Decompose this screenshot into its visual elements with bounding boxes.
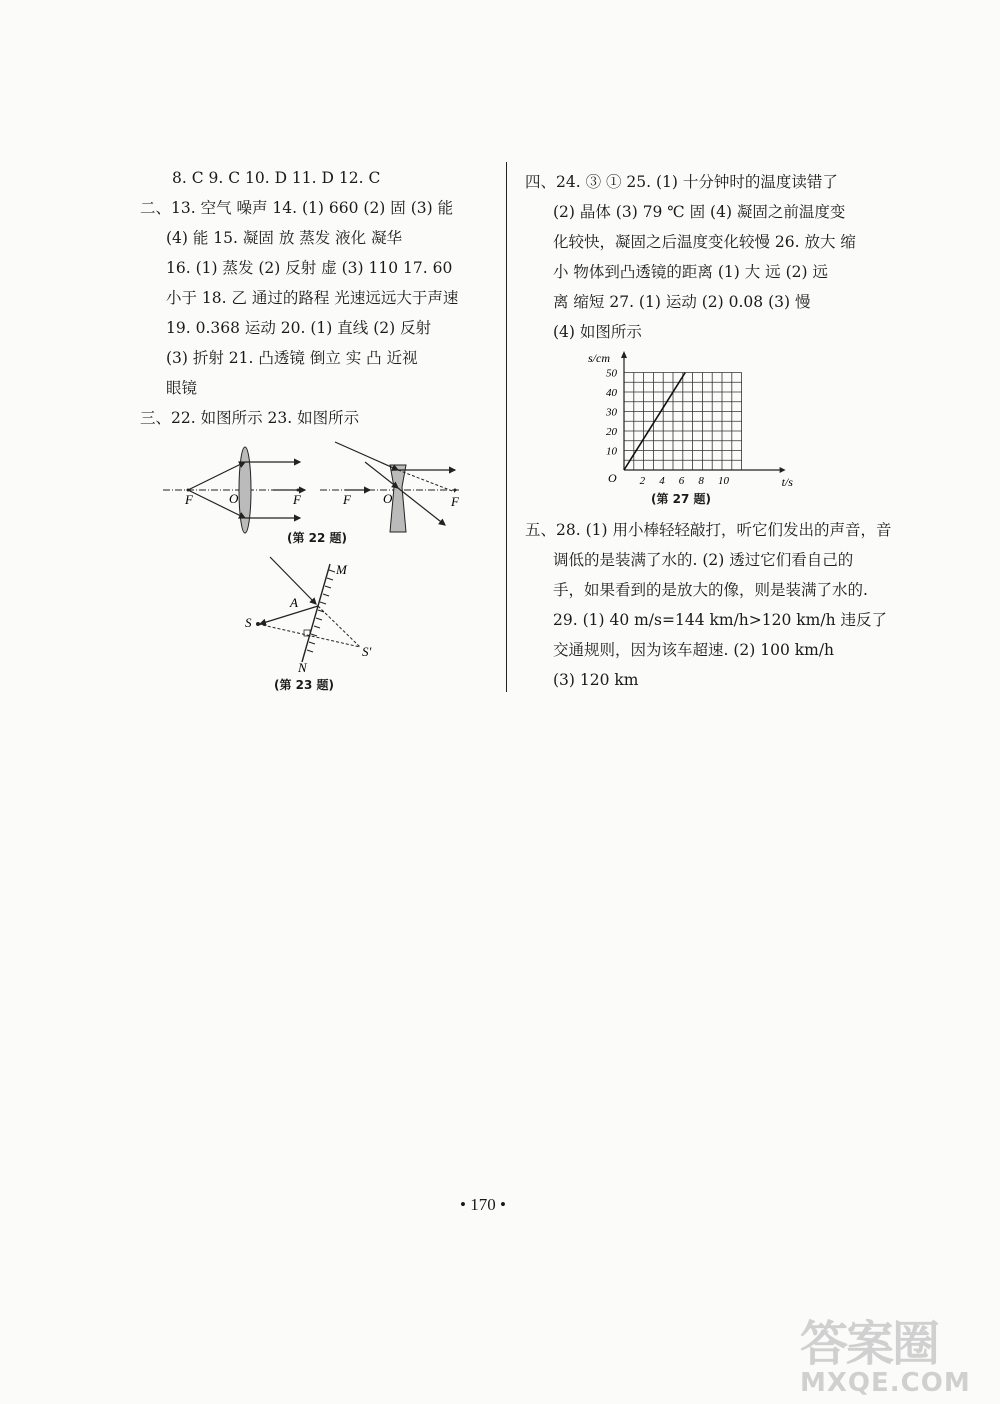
mirror-label: M (336, 562, 347, 577)
y-axis-label: s/cm (588, 351, 610, 365)
figure-23-caption: (第 23 题) (274, 678, 335, 692)
answer-line: 五、28. (1) 用小棒轻轻敲打，听它们发出的声音，音 (525, 521, 892, 539)
focus-label: F (185, 492, 193, 507)
image-label: S′ (362, 644, 372, 659)
answer-line: 19. 0.368 运动 20. (1) 直线 (2) 反射 (166, 319, 432, 337)
answer-line: (3) 折射 21. 凸透镜 倒立 实 凸 近视 (166, 349, 418, 367)
figure-22-caption: (第 22 题) (287, 531, 348, 545)
answer-line: 三、22. 如图所示 23. 如图所示 (140, 409, 360, 427)
answer-line: (3) 120 km (553, 671, 639, 689)
point-label: A (290, 595, 298, 610)
answer-line: 16. (1) 蒸发 (2) 反射 虚 (3) 110 17. 60 (166, 259, 453, 277)
mirror-label: N (298, 660, 307, 672)
focus-label: F (343, 492, 351, 507)
figure-23-mirror-diagram (240, 552, 380, 672)
answer-line: (4) 能 15. 凝固 放 蒸发 液化 凝华 (166, 229, 403, 247)
focus-label: F (451, 494, 459, 509)
answer-line: (4) 如图所示 (553, 323, 642, 341)
answer-line: (2) 晶体 (3) 79 ℃ 固 (4) 凝固之前温度变 (553, 203, 846, 221)
point-label: S (245, 615, 252, 630)
figure-27-st-chart (580, 348, 820, 493)
answer-line: 离 缩短 27. (1) 运动 (2) 0.08 (3) 慢 (553, 293, 811, 311)
x-tick-label: 10 (718, 475, 729, 487)
answer-line: 二、13. 空气 噪声 14. (1) 660 (2) 固 (3) 能 (140, 199, 454, 217)
answer-line: 8. C 9. C 10. D 11. D 12. C (172, 169, 381, 187)
y-tick-label: 20 (606, 426, 617, 438)
answer-line: 手，如果看到的是放大的像，则是装满了水的. (553, 581, 868, 599)
x-axis-label: t/s (781, 475, 793, 489)
y-tick-label: 40 (606, 387, 617, 399)
answer-line: 化较快，凝固之后温度变化较慢 26. 放大 缩 (553, 233, 856, 251)
answer-line: 小于 18. 乙 通过的路程 光速远远大于声速 (166, 289, 459, 307)
y-tick-label: 10 (606, 445, 617, 458)
y-axis-arrow (621, 351, 627, 358)
answer-line: 小 物体到凸透镜的距离 (1) 大 远 (2) 远 (553, 263, 828, 281)
answer-line: 眼镜 (166, 379, 198, 397)
center-label: O (229, 491, 239, 506)
x-tick-label: 2 (639, 475, 646, 487)
answer-line: 调低的是装满了水的. (2) 透过它们看自己的 (553, 551, 854, 569)
figure-22-lens-diagrams (155, 440, 475, 535)
x-axis-arrow (780, 467, 786, 473)
focus-label: F (293, 492, 301, 507)
x-tick-label: 8 (698, 475, 704, 487)
answer-line: 交通规则，因为该车超速. (2) 100 km/h (553, 641, 835, 659)
center-label: O (383, 491, 393, 506)
answer-line: 29. (1) 40 m/s=144 km/h>120 km/h 违反了 (553, 611, 887, 629)
watermark-logo: 答案圈 MXQE.COM (800, 1316, 971, 1398)
origin-label: O (608, 471, 617, 485)
page-number: • 170 • (460, 1195, 506, 1214)
column-divider (506, 162, 507, 692)
y-tick-label: 50 (606, 367, 617, 380)
x-tick-label: 6 (678, 475, 685, 487)
x-tick-label: 4 (659, 475, 665, 487)
y-tick-label: 30 (606, 406, 617, 419)
answer-line: 四、24. ③ ① 25. (1) 十分钟时的温度读错了 (525, 173, 838, 191)
figure-27-caption: (第 27 题) (651, 492, 712, 506)
